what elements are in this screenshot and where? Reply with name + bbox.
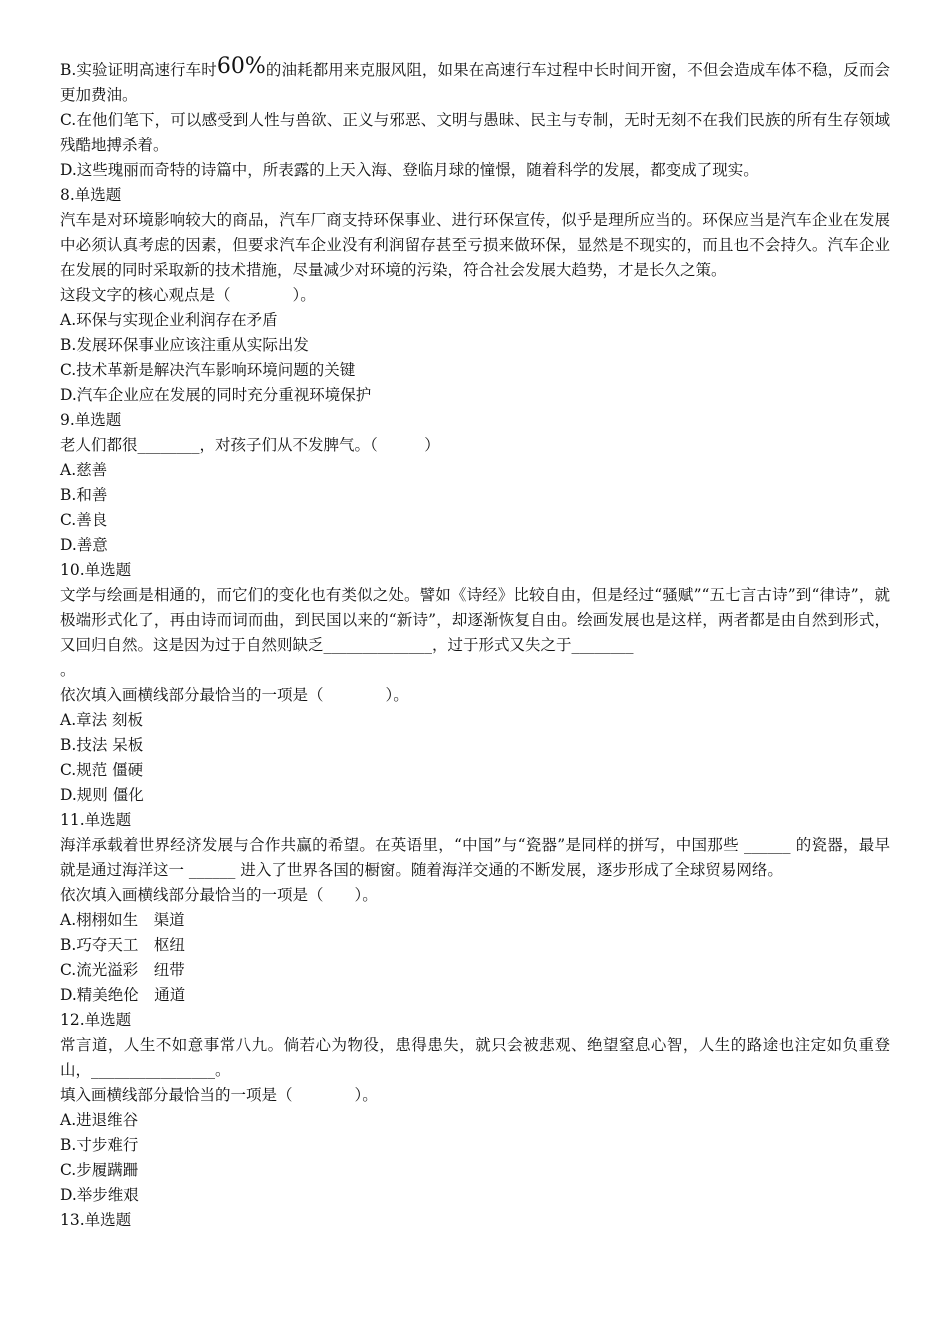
q8-header: 8.单选题 [60,186,122,204]
q11-option: A.栩栩如生 渠道 [60,911,185,929]
q10-question: 依次填入画横线部分最恰当的一项是（ ）。 [60,686,409,704]
q10-passage-end: 。 [60,661,76,679]
q8-option: A.环保与实现企业利润存在矛盾 [60,311,278,329]
q11-passage: 海洋承载着世界经济发展与合作共赢的希望。在英语里，“中国”与“瓷器”是同样的拼写，中国那些 ______ 的瓷器，最早就是通过海洋这一 ______ 进入了世界各国的橱窗。随着海洋交通的不断发展，逐步形成了全球贸易网络。 [60,836,890,879]
q7-option-b [60,54,890,108]
q11-option: D.精美绝伦 通道 [60,986,186,1004]
q12-option: A.进退维谷 [60,1111,139,1129]
q9-header: 9.单选题 [60,411,122,429]
q12-question: 填入画横线部分最恰当的一项是（ ）。 [60,1086,378,1104]
q12-option: B.寸步难行 [60,1136,139,1154]
q9-option: C.善良 [60,511,108,529]
q12-passage: 常言道，人生不如意事常八九。倘若心为物役，患得患失，就只会被悲观、绝望窒息心智，人生的路途也注定如负重登山，________________。 [60,1036,890,1079]
q8-passage: 汽车是对环境影响较大的商品，汽车厂商支持环保事业、进行环保宣传，似乎是理所应当的。环保应当是汽车企业在发展中必须认真考虑的因素，但要求汽车企业没有利润留存甚至亏损来做环保，显然是不现实的，而且也不会持久。汽车企业在发展的同时采取新的技术措施，尽量减少对环境的污染，符合社会发展大趋势，才是长久之策。 [60,211,890,279]
q9-option: A.慈善 [60,461,108,479]
q11-option: B.巧夺天工 枢纽 [60,936,185,954]
q7-option-c: C.在他们笔下，可以感受到人性与兽欲、正义与邪恶、文明与愚昧、民主与专制，无时无刻不在我们民族的所有生存领域残酷地搏杀着。 [60,111,890,154]
q10-option: D.规则 僵化 [60,786,144,804]
q8-option: B.发展环保事业应该注重从实际出发 [60,336,309,354]
q11-question: 依次填入画横线部分最恰当的一项是（ ）。 [60,886,378,904]
q12-header: 12.单选题 [60,1011,132,1029]
q12-option: C.步履蹒跚 [60,1161,139,1179]
document-page [60,54,890,1233]
q9-option: B.和善 [60,486,108,504]
q7-option-b-pre: B.实验证明高速行车时 [60,61,217,79]
q9-option: D.善意 [60,536,108,554]
q10-option: C.规范 僵硬 [60,761,144,779]
q8-option: D.汽车企业应在发展的同时充分重视环境保护 [60,386,372,404]
q11-option: C.流光溢彩 纽带 [60,961,185,979]
q7-option-b-post: 的油耗都用来克服风阻，如果在高速行车过程中长时间开窗，不但会造成车体不稳，反而会更加费油。 [60,61,890,104]
q11-header: 11.单选题 [60,811,132,829]
q7-option-d: D.这些瑰丽而奇特的诗篇中，所表露的上天入海、登临月球的憧憬，随着科学的发展，都变成了现实。 [60,161,759,179]
q9-question: 老人们都很________，对孩子们从不发脾气。（ ） [60,436,440,454]
q8-option: C.技术革新是解决汽车影响环境问题的关键 [60,361,356,379]
q10-passage: 文学与绘画是相通的，而它们的变化也有类似之处。譬如《诗经》比较自由，但是经过“骚赋”“五七言古诗”到“律诗”，就极端形式化了，再由诗而词而曲，到民国以来的“新诗”，却逐渐恢复自由。绘画发展也是这样，两者都是由自然到形式，又回归自然。这是因为过于自然则缺乏______________，过于形式又失之于________ [60,586,890,654]
q10-option: A.章法 刻板 [60,711,144,729]
q7-option-b-percent: 60% [216,54,266,79]
q10-option: B.技法 呆板 [60,736,144,754]
q8-question: 这段文字的核心观点是（ ）。 [60,286,316,304]
q13-header: 13.单选题 [60,1211,132,1229]
q12-option: D.举步维艰 [60,1186,139,1204]
q10-header: 10.单选题 [60,561,132,579]
